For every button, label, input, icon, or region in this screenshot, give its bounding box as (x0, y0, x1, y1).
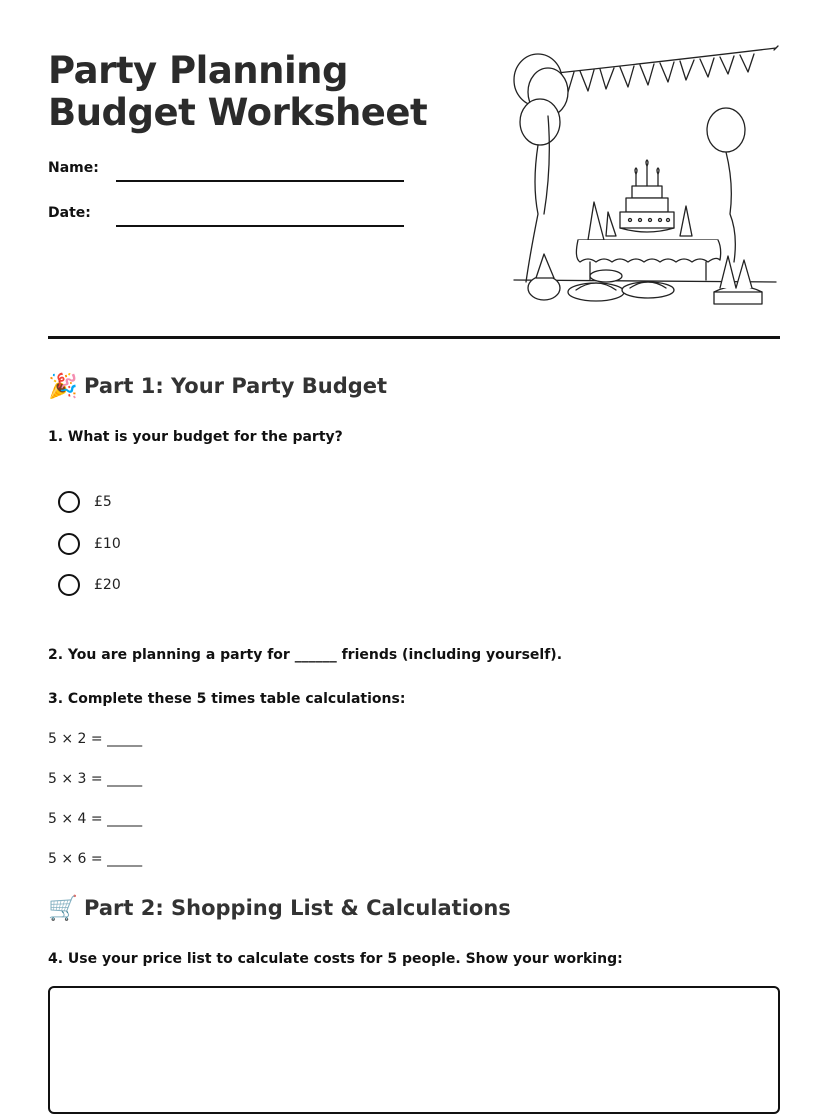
calculation-item[interactable]: 5 × 3 = _____ (48, 771, 143, 787)
part2-heading (48, 894, 511, 922)
party-popper-icon: 🎉 (48, 372, 78, 400)
question-1: 1. What is your budget for the party? (48, 429, 343, 445)
date-label: Date: (48, 205, 91, 221)
option-label: £5 (94, 494, 112, 510)
name-label: Name: (48, 160, 99, 176)
calculation-item[interactable]: 5 × 6 = _____ (48, 851, 143, 867)
budget-option-10[interactable] (58, 533, 121, 555)
radio-circle[interactable] (58, 574, 80, 596)
party-illustration (508, 44, 784, 316)
option-label: £20 (94, 577, 121, 593)
part2-title: Part 2: Shopping List & Calculations (84, 896, 511, 920)
question-3: 3. Complete these 5 times table calculations: (48, 691, 406, 707)
part1-title: Part 1: Your Party Budget (84, 374, 388, 398)
radio-circle[interactable] (58, 533, 80, 555)
shopping-cart-icon: 🛒 (48, 894, 78, 922)
option-label: £10 (94, 536, 121, 552)
worksheet-title: Party Planning Budget Worksheet (48, 49, 428, 134)
calculation-item[interactable]: 5 × 2 = _____ (48, 731, 143, 747)
part1-heading (48, 372, 387, 400)
question-4: 4. Use your price list to calculate costs for 5 people. Show your working: (48, 951, 623, 967)
question-2: 2. You are planning a party for ______ friends (including yourself). (48, 647, 563, 663)
header-divider (48, 336, 780, 339)
date-field[interactable] (116, 225, 404, 227)
budget-option-5[interactable] (58, 491, 112, 513)
name-field[interactable] (116, 180, 404, 182)
working-answer-box[interactable] (48, 986, 780, 1114)
radio-circle[interactable] (58, 491, 80, 513)
calculation-item[interactable]: 5 × 4 = _____ (48, 811, 143, 827)
budget-option-20[interactable] (58, 574, 121, 596)
